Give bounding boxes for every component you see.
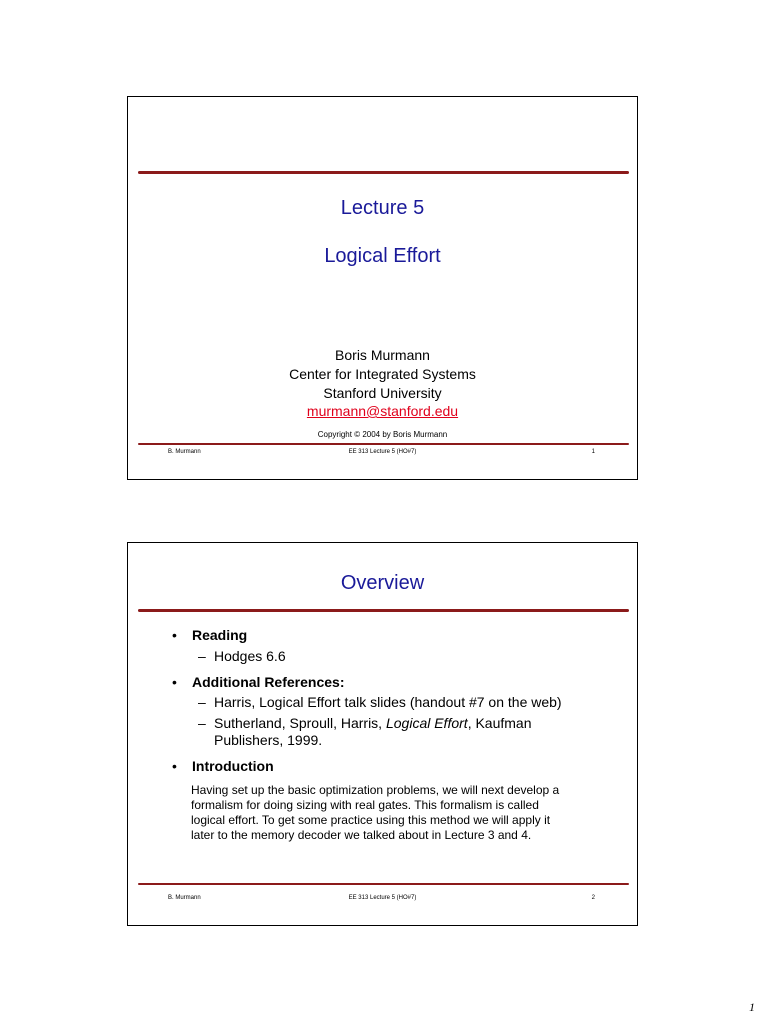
sub-item-sutherland-cont: Publishers, 1999. (214, 732, 323, 748)
sub-item-harris (198, 694, 562, 710)
email-link[interactable]: murmann@stanford.edu (306, 403, 459, 419)
slide-title: Overview (340, 572, 425, 594)
affiliation-line-1: Center for Integrated Systems (289, 366, 476, 382)
intro-line: Having set up the basic optimization problems, we will next develop a (191, 783, 560, 797)
sub-item-text-end: , Kaufman (467, 715, 532, 731)
bullet-heading: Introduction (192, 758, 274, 774)
sub-item-text: Hodges 6.6 (214, 648, 286, 664)
sub-item-hodges (198, 648, 286, 664)
page-number: 1 (749, 1000, 755, 1014)
author-name: Boris Murmann (335, 347, 430, 363)
intro-line: logical effort. To get some practice using this method we will apply it (191, 813, 551, 827)
intro-paragraph (191, 783, 601, 843)
footer-course: EE 313 Lecture 5 (HO#7) (348, 449, 417, 455)
affiliation-line-2: Stanford University (323, 385, 442, 401)
copyright-notice: Copyright © 2004 by Boris Murmann (317, 430, 448, 439)
bullet-symbol: • (172, 627, 177, 643)
bullet-additional-references (172, 674, 344, 690)
dash-symbol: – (198, 715, 206, 731)
slide-title: Lecture 5 (340, 197, 425, 219)
footer-rule (138, 883, 629, 885)
slide-2 (127, 542, 638, 926)
footer-slide-number: 2 (591, 895, 595, 901)
book-title: Logical Effort (385, 715, 468, 731)
bullet-reading (172, 627, 247, 643)
footer-course: EE 313 Lecture 5 (HO#7) (348, 895, 417, 901)
bullet-heading: Reading (192, 627, 248, 643)
intro-line: later to the memory decoder we talked about in Lecture 3 and 4. (191, 828, 532, 842)
header-rule (138, 171, 629, 174)
footer-slide-number: 1 (591, 449, 595, 455)
bullet-introduction (172, 758, 274, 774)
bullet-symbol: • (172, 674, 177, 690)
dash-symbol: – (198, 648, 206, 664)
sub-item-sutherland (198, 715, 532, 731)
sub-item-text: Harris, Logical Effort talk slides (handout #7 on the web) (214, 694, 562, 710)
bullet-symbol: • (172, 758, 177, 774)
footer-rule (138, 443, 629, 445)
dash-symbol: – (198, 694, 206, 710)
intro-line: formalism for doing sizing with real gates. This formalism is called (191, 798, 539, 812)
slide-subtitle: Logical Effort (324, 245, 441, 267)
sub-item-text: Sutherland, Sproull, Harris, (214, 715, 386, 731)
bullet-heading: Additional References: (192, 674, 345, 690)
header-rule (138, 609, 629, 612)
footer-author: B. Murmann (168, 895, 201, 901)
slide-1 (127, 96, 638, 480)
footer-author: B. Murmann (168, 449, 201, 455)
